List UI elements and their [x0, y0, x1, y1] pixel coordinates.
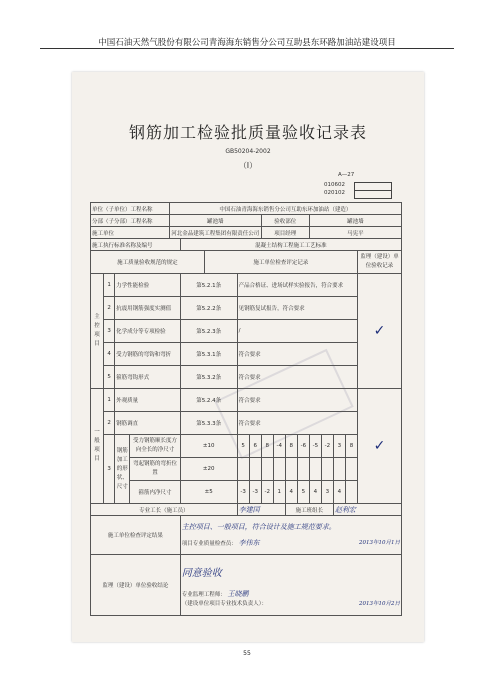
record-header: 施工单位检查评定记录: [204, 251, 357, 274]
general-item-row: [91, 412, 402, 435]
form-code-2: 020102: [324, 190, 345, 196]
general-items-label: 一般项目: [91, 389, 104, 504]
item-record: 符合要求: [237, 343, 357, 366]
contractor-value: 河北金品建筑工程集团有限责任公司: [169, 227, 261, 239]
row-column-headers: [91, 251, 402, 274]
inspection-part-label: 验收部位: [261, 215, 309, 227]
row-supervision: [91, 555, 402, 616]
reading: 8: [345, 435, 357, 458]
reading: -3: [249, 481, 261, 504]
reading: -5: [309, 435, 321, 458]
manager-value: 马宪平: [309, 227, 401, 239]
inspector-signature: 李伟东: [238, 539, 260, 547]
row-check-result: [91, 516, 402, 555]
item-no: 2: [104, 412, 115, 435]
page-number: 55: [243, 650, 251, 657]
item-clause: 第5.2.1条: [180, 274, 237, 297]
form-code: A—27: [338, 172, 355, 178]
item-clause: 第5.2.3条: [180, 320, 237, 343]
tolerance-row: [91, 481, 402, 504]
reading: -3: [237, 481, 249, 504]
item-record: 产品合格证、进场试样实验报告，符合要求: [237, 274, 357, 297]
reading: -6: [297, 435, 309, 458]
tolerance-group: 钢筋加工的形状、尺寸: [115, 435, 130, 504]
subunit-value: 罐池墙: [169, 215, 261, 227]
reading: 4: [333, 481, 345, 504]
team-leader-label: 施工班组长: [285, 504, 333, 516]
row-unit: [91, 203, 402, 215]
row-contractor: [91, 227, 402, 239]
reading: 3: [333, 435, 345, 458]
reading: 8: [261, 435, 273, 458]
item-clause: 第5.3.3条: [180, 412, 237, 435]
subunit-label: 分部（子分部）工程名称: [91, 215, 170, 227]
standard-label: 施工执行标准名称及编号: [91, 239, 181, 251]
item-record: 符合要求: [237, 366, 357, 389]
tolerance-row: [91, 458, 402, 481]
reading: 3: [321, 481, 333, 504]
supervision-date: 2013年10月2日: [359, 600, 400, 607]
form-code-1: 010602: [324, 182, 345, 188]
manager-label: 项目经理: [261, 227, 309, 239]
general-item-row: [91, 389, 402, 412]
item-no: 3: [104, 320, 115, 343]
item-no: 5: [104, 366, 115, 389]
reading: 5: [237, 435, 249, 458]
main-item-row: [91, 366, 402, 389]
item-name: 化学成分等专项检验: [115, 320, 181, 343]
reading: -2: [261, 481, 273, 504]
item-clause: 第5.2.4条: [180, 389, 237, 412]
reading: 4: [309, 481, 321, 504]
item-no: 4: [104, 343, 115, 366]
tolerance-name: 箍筋内净尺寸: [130, 481, 180, 504]
supervision-header: 监理（建设）单位验收记录: [357, 251, 401, 274]
team-leader-signature: 赵利宏: [333, 504, 401, 516]
foreman-signature: 李建国: [237, 504, 285, 516]
document-header: 中国石油天然气股份有限公司青海海东销售分公司互助县东环路加油站建设项目: [98, 38, 396, 48]
main-item-row: [91, 274, 402, 297]
volume-mark: （Ⅰ）: [238, 161, 258, 170]
owner-label: （建设单位项目专业技术负责人）：: [181, 600, 267, 607]
item-clause: 第5.3.2条: [180, 366, 237, 389]
foreman-label: 专业工长（施工员）: [91, 504, 238, 516]
item-name: 抗震用钢筋强度实测值: [115, 297, 181, 320]
reading: 8: [285, 435, 297, 458]
tolerance-row: [91, 435, 402, 458]
main-item-row: [91, 320, 402, 343]
form-title: 钢筋加工检验批质量验收记录表: [128, 123, 367, 142]
inspection-part-value: 罐池墙: [309, 215, 401, 227]
item-name: 箍筋弯钩形式: [115, 366, 181, 389]
tolerance-name: 弯起钢筋的弯折位置: [130, 458, 180, 481]
reading: -4: [273, 435, 285, 458]
tolerance-value: ±5: [180, 481, 237, 504]
item-record: 符合要求: [237, 389, 357, 412]
inspector-label: 项目专业质量检查员：: [181, 541, 237, 547]
item-record: 见钢筋复试报告，符合要求: [237, 297, 357, 320]
standard-value: 混凝土结构工程施工工艺标准: [180, 239, 401, 251]
engineer-signature: 王晓鹏: [227, 589, 249, 598]
supervision-cell: [180, 555, 401, 616]
item-record: 符合要求: [237, 412, 357, 435]
check-date: 2013年10月1日: [359, 540, 400, 546]
scanned-form: [72, 72, 424, 642]
reading: 4: [285, 481, 297, 504]
tolerance-no: 3: [104, 435, 115, 504]
main-item-row: [91, 343, 402, 366]
item-clause: 第5.3.1条: [180, 343, 237, 366]
main-item-row: [91, 297, 402, 320]
item-name: 力学性能检验: [115, 274, 181, 297]
item-name: 外观质量: [115, 389, 181, 412]
reading: 6: [249, 435, 261, 458]
item-clause: 第5.2.2条: [180, 297, 237, 320]
item-no: 1: [104, 274, 115, 297]
engineer-label: 专业监理工程师：: [181, 591, 226, 598]
item-name: 受力钢筋的弯钩和弯折: [115, 343, 181, 366]
spec-header: 施工质量验收规范的规定: [91, 251, 205, 274]
tolerance-name: 受力钢筋顺长度方向全长的净尺寸: [130, 435, 180, 458]
row-subunit: [91, 215, 402, 227]
item-no: 1: [104, 389, 115, 412]
row-standard: [91, 239, 402, 251]
check-result-label: 施工单位检查评定结果: [91, 516, 181, 555]
reading: 1: [273, 481, 285, 504]
form-code-box-2: [354, 190, 392, 199]
item-name: 钢筋调直: [115, 412, 181, 435]
reading: 5: [297, 481, 309, 504]
check-result-text: 主控项目、一般项目，符合设计及施工规范要求。: [181, 523, 336, 531]
tolerance-value: ±20: [180, 458, 237, 481]
supervision-text: 同意验收: [181, 567, 222, 579]
reading: -2: [321, 435, 333, 458]
checkmark-general: ✓: [357, 389, 401, 504]
inspection-table: [90, 202, 402, 616]
item-no: 2: [104, 297, 115, 320]
unit-label: 单位（子单位）工程名称: [91, 203, 170, 215]
supervision-label: 监理（建设）单位验收结论: [91, 555, 181, 616]
check-result-cell: [180, 516, 401, 555]
contractor-label: 施工单位: [91, 227, 170, 239]
checkmark-main: ✓: [357, 274, 401, 389]
standard-code: GB50204-2002: [225, 148, 271, 155]
item-record: /: [237, 320, 357, 343]
row-foreman: [91, 504, 402, 516]
tolerance-value: ±10: [180, 435, 237, 458]
header-rule: [40, 48, 454, 49]
unit-value: 中国石油青海海东销售分公司互助东环加油站（建造）: [169, 203, 401, 215]
main-items-label: 主控项目: [91, 274, 104, 389]
